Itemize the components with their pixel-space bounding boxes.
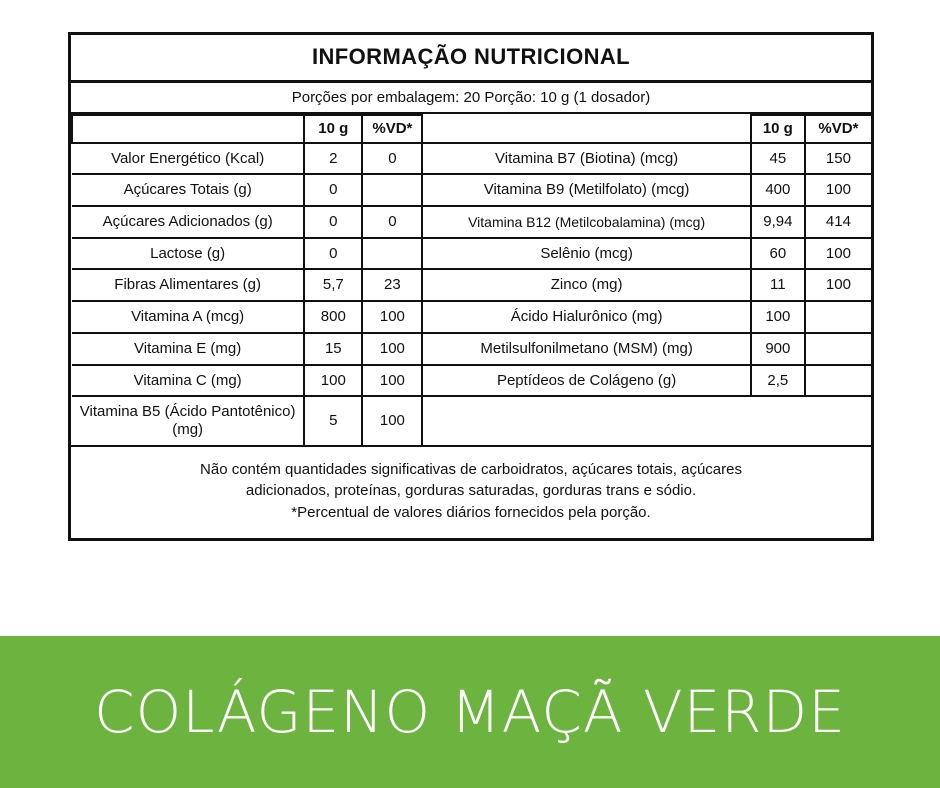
table-row (72, 206, 871, 238)
header-dv-right: %VD* (805, 115, 871, 143)
nutrient-dv-left: 100 (362, 301, 422, 333)
nutrient-amount-right: 2,5 (751, 365, 805, 397)
header-blank-right (422, 115, 750, 143)
nutrient-dv-right: 414 (805, 206, 871, 238)
table-row (72, 269, 871, 301)
nutrient-name-left: Fibras Alimentares (g) (72, 269, 304, 301)
nutrient-amount-right: 9,94 (751, 206, 805, 238)
product-name-text: COLÁGENO MAÇÃ VERDE (94, 678, 846, 746)
nutrient-name-left: Vitamina A (mcg) (72, 301, 304, 333)
nutrient-dv-left: 0 (362, 206, 422, 238)
footnote-line-2: adicionados, proteínas, gorduras saturadas, gorduras trans e sódio. (245, 482, 697, 500)
footnote-line-3: *Percentual de valores diários fornecidos pela porção. (291, 504, 651, 522)
nutrient-name-left: Valor Energético (Kcal) (72, 143, 304, 175)
header-blank-left (72, 115, 304, 143)
nutrient-amount-right: 100 (751, 301, 805, 333)
nutrient-name-right: Vitamina B7 (Biotina) (mcg) (422, 143, 750, 175)
nutrient-name-left: Vitamina E (mg) (72, 333, 304, 365)
nutrient-dv-right: 150 (805, 143, 871, 175)
nutrient-name-right: Zinco (mg) (422, 269, 750, 301)
nutrient-dv-right (805, 301, 871, 333)
nutrition-table (71, 114, 871, 445)
table-row (72, 396, 871, 444)
nutrient-name-right: Vitamina B12 (Metilcobalamina) (mcg) (422, 206, 750, 238)
nutrient-name-left: Vitamina B5 (Ácido Pantotênico) (mg) (72, 396, 304, 444)
nutrient-amount-left: 5,7 (304, 269, 362, 301)
nutrient-dv-left (362, 238, 422, 270)
nutrient-amount-left: 0 (304, 206, 362, 238)
nutrient-name-left: Lactose (g) (72, 238, 304, 270)
nutrient-name-right (422, 396, 750, 444)
nutrient-name-right: Ácido Hialurônico (mg) (422, 301, 750, 333)
nutrient-dv-right: 100 (805, 174, 871, 206)
nutrient-name-right: Selênio (mcg) (422, 238, 750, 270)
nutrient-name-left: Açúcares Totais (g) (72, 174, 304, 206)
header-amount-right: 10 g (751, 115, 805, 143)
nutrient-amount-right: 45 (751, 143, 805, 175)
footnote-line-1: Não contém quantidades significativas de carboidratos, açúcares totais, açúcares (200, 460, 742, 478)
nutrient-dv-left: 100 (362, 396, 422, 444)
nutrient-name-left: Açúcares Adicionados (g) (72, 206, 304, 238)
table-row (72, 301, 871, 333)
nutrient-name-right: Vitamina B9 (Metilfolato) (mcg) (422, 174, 750, 206)
portions-line: Porções por embalagem: 20 Porção: 10 g (1 dosador) (71, 83, 871, 114)
nutrient-dv-right (805, 333, 871, 365)
nutrient-amount-left: 0 (304, 174, 362, 206)
nutrient-name-left: Vitamina C (mg) (72, 365, 304, 397)
nutrient-dv-right: 100 (805, 269, 871, 301)
nutrient-dv-left (362, 174, 422, 206)
nutrient-amount-left: 800 (304, 301, 362, 333)
nutrient-amount-left: 15 (304, 333, 362, 365)
nutrient-amount-left: 5 (304, 396, 362, 444)
nutrient-name-right: Metilsulfonilmetano (MSM) (mg) (422, 333, 750, 365)
table-row (72, 238, 871, 270)
nutrient-dv-right (805, 396, 871, 444)
table-row (72, 143, 871, 175)
nutrient-amount-left: 2 (304, 143, 362, 175)
nutrient-dv-left: 100 (362, 333, 422, 365)
nutrient-dv-left: 100 (362, 365, 422, 397)
table-row (72, 174, 871, 206)
nutrient-dv-left: 0 (362, 143, 422, 175)
product-name-banner (0, 636, 940, 788)
table-header-row (72, 115, 871, 143)
nutrient-amount-right: 60 (751, 238, 805, 270)
nutrient-name-right: Peptídeos de Colágeno (g) (422, 365, 750, 397)
nutrient-dv-right (805, 365, 871, 397)
header-dv-left: %VD* (362, 115, 422, 143)
table-row (72, 365, 871, 397)
nutrient-amount-right (751, 396, 805, 444)
nutrient-amount-right: 900 (751, 333, 805, 365)
nutrient-dv-right: 100 (805, 238, 871, 270)
nutrition-panel (68, 32, 874, 541)
nutrient-dv-left: 23 (362, 269, 422, 301)
nutrient-amount-right: 11 (751, 269, 805, 301)
panel-title: INFORMAÇÃO NUTRICIONAL (71, 35, 871, 83)
nutrient-amount-right: 400 (751, 174, 805, 206)
header-amount-left: 10 g (304, 115, 362, 143)
nutrient-amount-left: 0 (304, 238, 362, 270)
footnote-block (71, 445, 871, 538)
nutrient-amount-left: 100 (304, 365, 362, 397)
table-row (72, 333, 871, 365)
